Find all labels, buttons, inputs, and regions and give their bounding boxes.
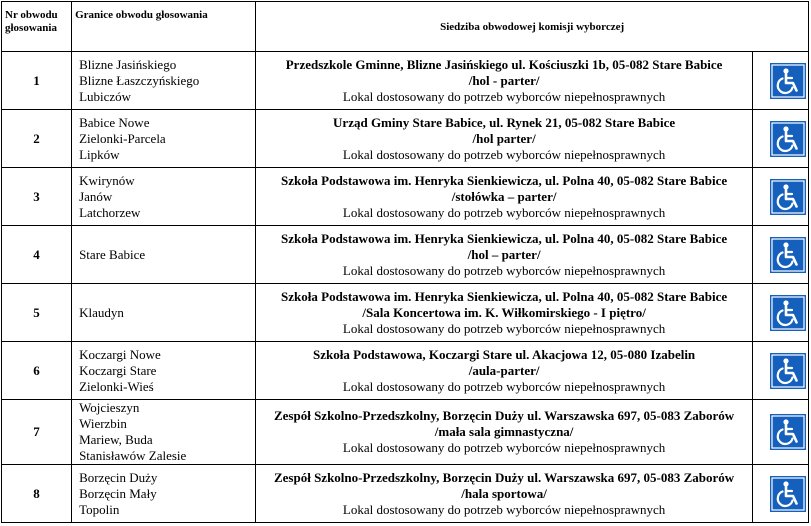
boundary-locality: Lipków (79, 146, 120, 162)
boundary-locality: Klaudyn (79, 304, 124, 320)
header-district-number: Nr obwodu głosowania (2, 2, 72, 52)
boundary-locality: Topolin (79, 501, 120, 517)
seat-room: /Sala Koncertowa im. K. Wiłkomirskiego - I piętro/ (362, 304, 646, 320)
boundary-locality: Koczargi Nowe (79, 346, 161, 362)
district-boundaries (72, 52, 256, 110)
commission-seat (256, 168, 753, 226)
commission-seat (256, 110, 753, 168)
commission-seat (256, 226, 753, 284)
table-header-row (2, 2, 809, 52)
accessibility-cell (752, 226, 808, 284)
boundary-locality: Stare Babice (79, 246, 146, 262)
seat-address: Zespół Szkolno-Przedszkolny, Borzęcin Duży ul. Warszawska 697, 05-083 Zaborów (273, 469, 735, 485)
wheelchair-icon (770, 237, 806, 273)
seat-room: /hala sportowa/ (461, 485, 547, 501)
commission-seat (256, 284, 753, 342)
boundary-locality: Zielonki-Wieś (79, 378, 154, 394)
wheelchair-icon (770, 179, 806, 215)
wheelchair-icon (770, 63, 806, 99)
table-row (2, 465, 809, 523)
wheelchair-icon (770, 414, 806, 450)
district-number: 2 (2, 110, 72, 168)
accessibility-note: Lokal dostosowany do potrzeb wyborców niepełnosprawnych (342, 88, 666, 104)
boundary-locality: Blizne Łaszczyńskiego (79, 72, 200, 88)
commission-seat (256, 400, 753, 465)
table-row (2, 284, 809, 342)
district-number: 8 (2, 465, 72, 523)
district-boundaries (72, 284, 256, 342)
table-row (2, 52, 809, 110)
wheelchair-icon (770, 353, 806, 389)
accessibility-cell (752, 168, 808, 226)
seat-address: Szkoła Podstawowa im. Henryka Sienkiewicza, ul. Polna 40, 05-082 Stare Babice (281, 230, 728, 246)
table-row (2, 168, 809, 226)
seat-address: Szkoła Podstawowa, Koczargi Stare ul. Akacjowa 12, 05-080 Izabelin (313, 346, 696, 362)
table-row (2, 342, 809, 400)
boundary-locality: Borzęcin Mały (79, 485, 157, 501)
seat-room: /mała sala gimnastyczna/ (434, 424, 574, 439)
district-boundaries (72, 168, 256, 226)
boundary-locality: Babice Nowe (79, 114, 150, 130)
boundary-locality: Wojcieszyn (79, 400, 140, 415)
seat-address: Urząd Gminy Stare Babice, ul. Rynek 21, 05-082 Stare Babice (333, 114, 676, 130)
seat-room: /aula-parter/ (468, 362, 540, 378)
accessibility-note: Lokal dostosowany do potrzeb wyborców niepełnosprawnych (342, 501, 666, 517)
accessibility-cell (752, 52, 808, 110)
district-boundaries (72, 400, 256, 465)
district-boundaries (72, 465, 256, 523)
seat-room: /hol parter/ (472, 130, 536, 146)
district-boundaries (72, 342, 256, 400)
seat-room: /hol – parter/ (467, 246, 541, 262)
boundary-locality: Koczargi Stare (79, 362, 157, 378)
header-commission-seat: Siedziba obwodowej komisji wyborczej (256, 2, 809, 52)
district-boundaries (72, 226, 256, 284)
seat-address: Szkoła Podstawowa im. Henryka Sienkiewicza, ul. Polna 40, 05-082 Stare Babice (281, 172, 728, 188)
boundary-locality: Latchorzew (79, 204, 141, 220)
seat-room: /hol - parter/ (468, 72, 540, 88)
accessibility-cell (752, 342, 808, 400)
accessibility-note: Lokal dostosowany do potrzeb wyborców niepełnosprawnych (342, 146, 666, 162)
table-row (2, 400, 809, 465)
boundary-locality: Wierzbin (79, 416, 127, 431)
district-number: 1 (2, 52, 72, 110)
wheelchair-icon (770, 476, 806, 512)
wheelchair-icon (770, 295, 806, 331)
district-number: 7 (2, 400, 72, 465)
accessibility-cell (752, 110, 808, 168)
polling-stations-table (1, 1, 809, 523)
commission-seat (256, 342, 753, 400)
boundary-locality: Blizne Jasińskiego (79, 56, 177, 72)
commission-seat (256, 465, 753, 523)
accessibility-note: Lokal dostosowany do potrzeb wyborców niepełnosprawnych (342, 204, 666, 220)
accessibility-note: Lokal dostosowany do potrzeb wyborców niepełnosprawnych (342, 440, 666, 455)
accessibility-note: Lokal dostosowany do potrzeb wyborców niepełnosprawnych (342, 262, 666, 278)
wheelchair-icon (770, 121, 806, 157)
accessibility-note: Lokal dostosowany do potrzeb wyborców niepełnosprawnych (342, 320, 666, 336)
district-boundaries (72, 110, 256, 168)
header-district-boundaries: Granice obwodu głosowania (72, 2, 256, 52)
seat-address: Zespół Szkolno-Przedszkolny, Borzęcin Duży ul. Warszawska 697, 05-083 Zaborów (273, 408, 735, 423)
boundary-locality: Janów (79, 188, 113, 204)
district-number: 4 (2, 226, 72, 284)
boundary-locality: Zielonki-Parcela (79, 130, 166, 146)
table-row (2, 110, 809, 168)
seat-address: Szkoła Podstawowa im. Henryka Sienkiewicza, ul. Polna 40, 05-082 Stare Babice (281, 288, 728, 304)
district-number: 3 (2, 168, 72, 226)
accessibility-cell (752, 465, 808, 523)
accessibility-note: Lokal dostosowany do potrzeb wyborców niepełnosprawnych (342, 378, 666, 394)
boundary-locality: Lubiczów (79, 88, 132, 104)
district-number: 6 (2, 342, 72, 400)
district-number: 5 (2, 284, 72, 342)
seat-address: Przedszkole Gminne, Blizne Jasińskiego ul. Kościuszki 1b, 05-082 Stare Babice (285, 56, 723, 72)
table-row (2, 226, 809, 284)
boundary-locality: Stanisławów Zalesie (79, 448, 187, 463)
accessibility-cell (752, 284, 808, 342)
boundary-locality: Mariew, Buda (79, 432, 153, 447)
boundary-locality: Kwirynów (79, 172, 135, 188)
seat-room: /stołówka – parter/ (451, 188, 557, 204)
accessibility-cell (752, 400, 808, 465)
commission-seat (256, 52, 753, 110)
boundary-locality: Borzęcin Duży (79, 469, 158, 485)
